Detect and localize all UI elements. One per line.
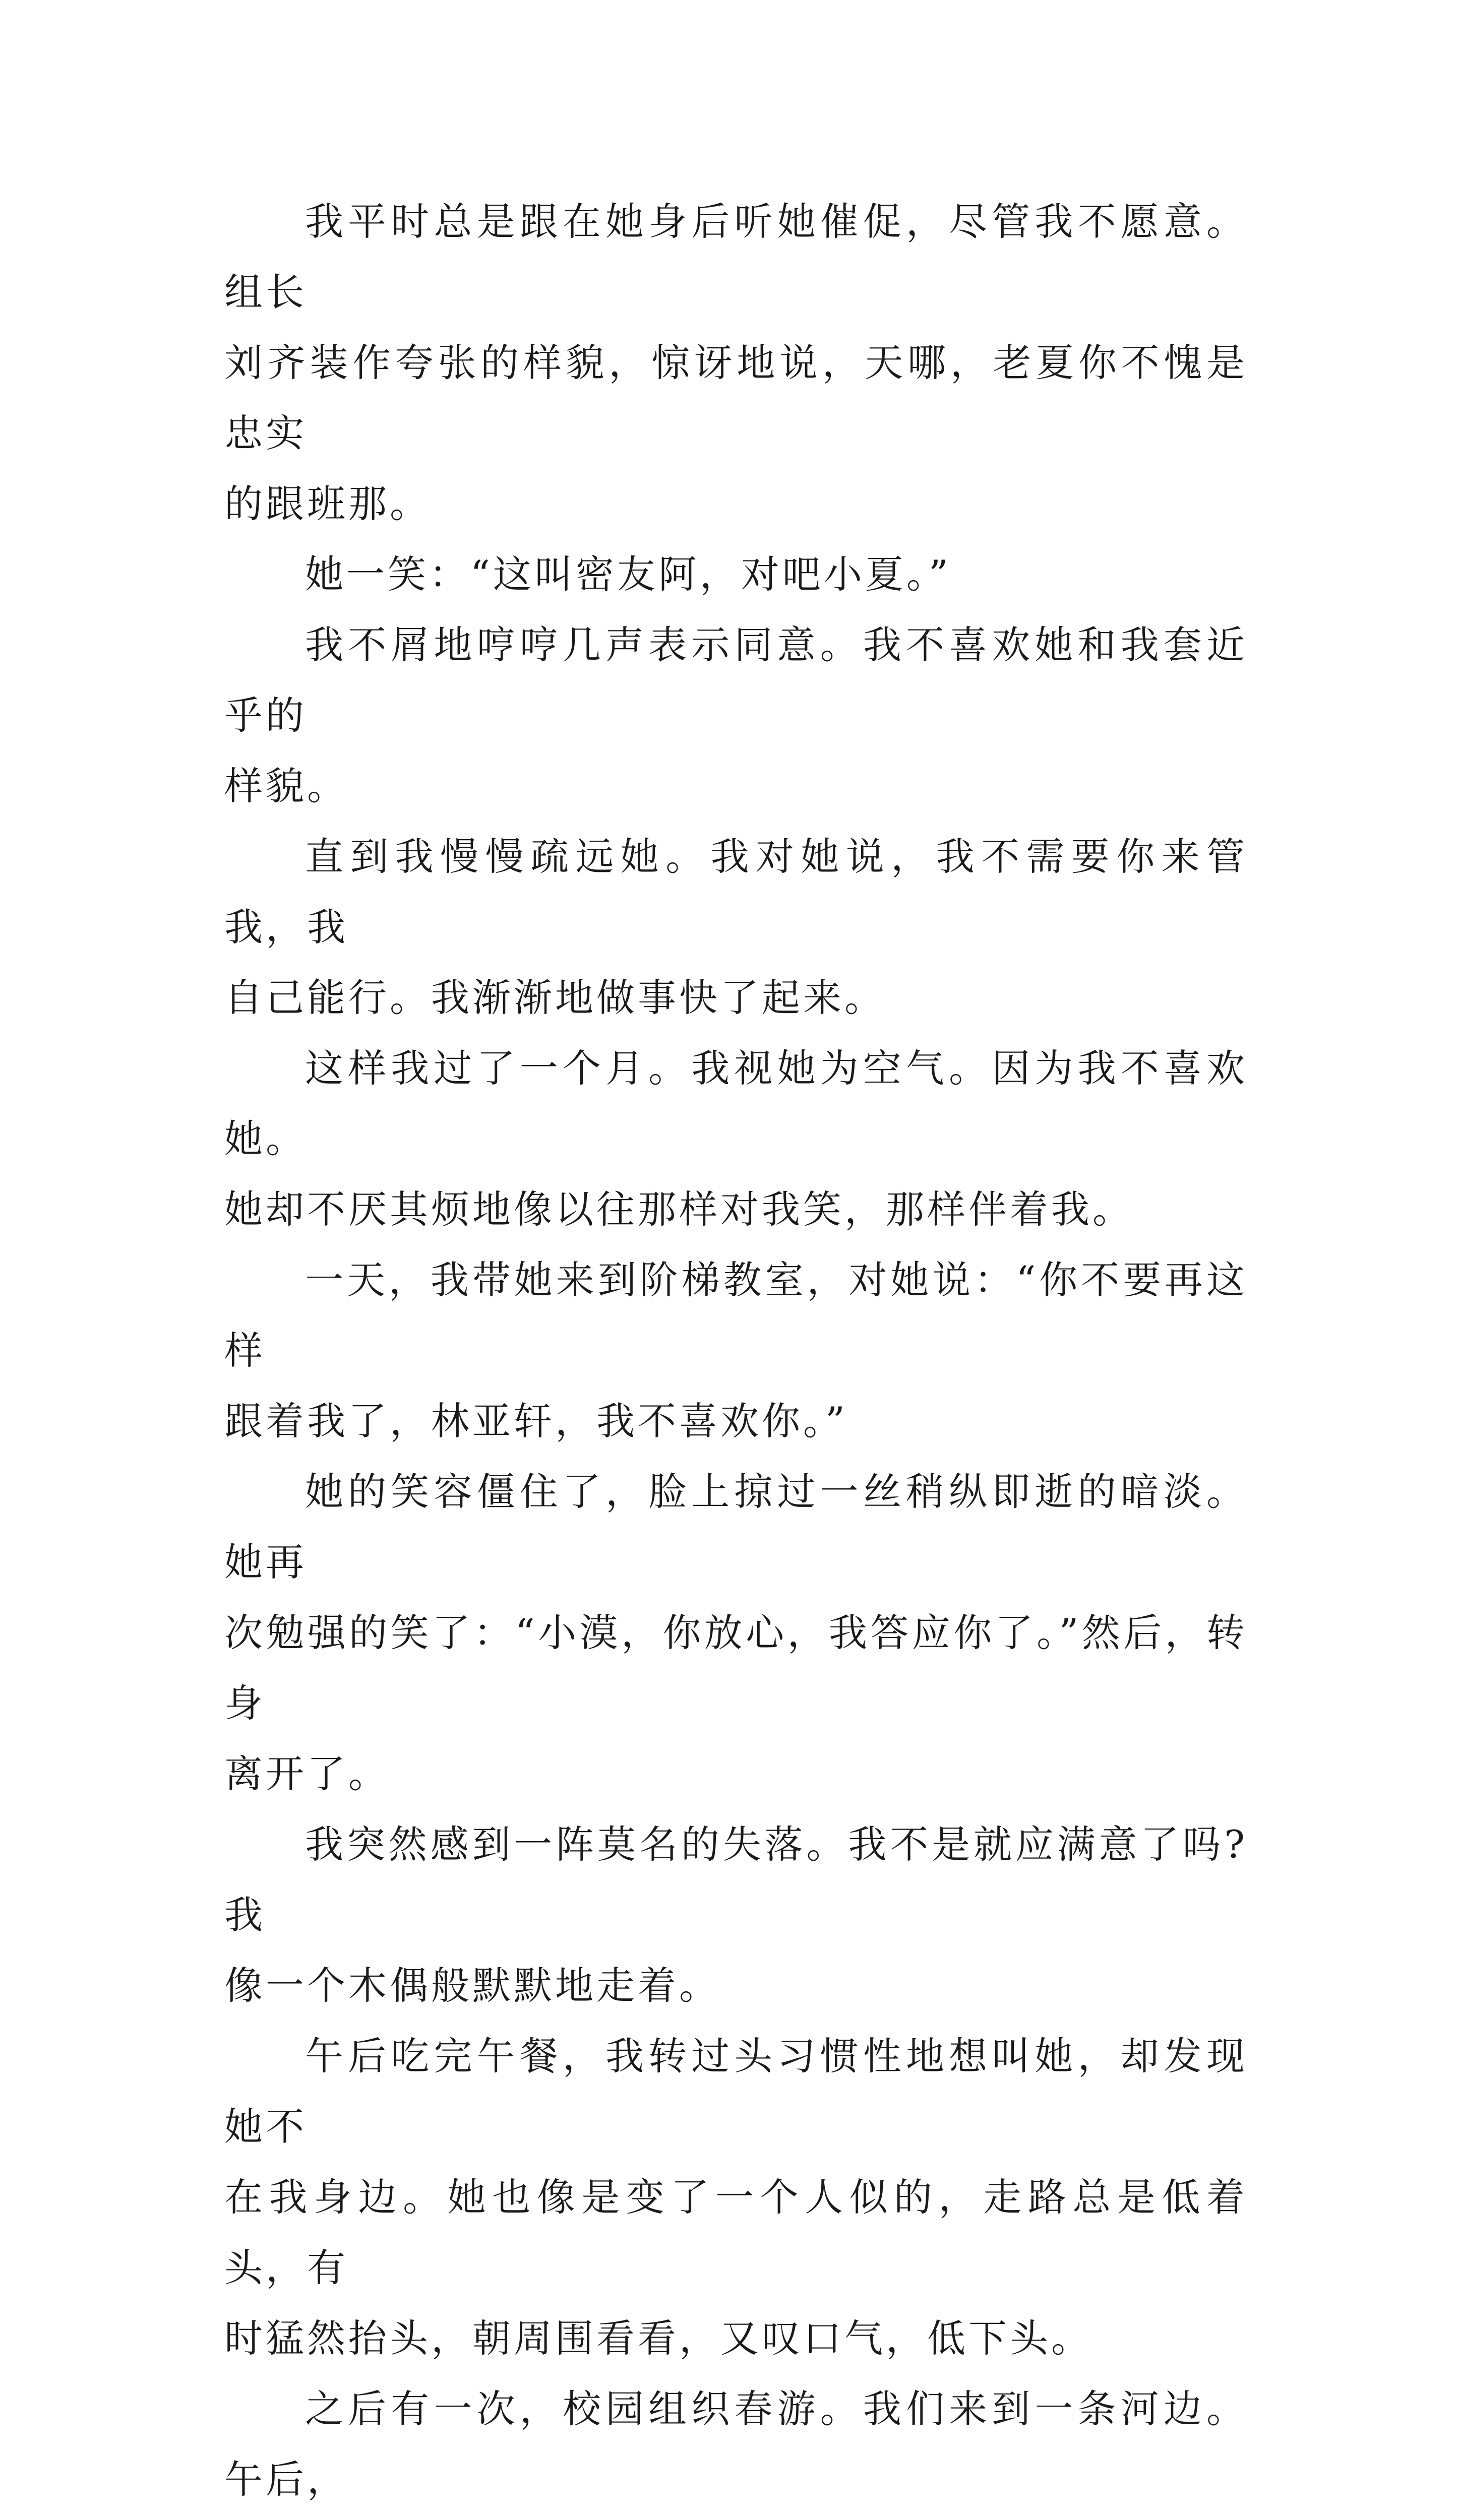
text-line: 像一个木偶般默默地走着。 — [224, 1963, 720, 2008]
text-line: 次勉强的笑了：“小漠，你放心，我答应你了。”然后，转身 — [224, 1610, 1248, 1726]
paragraph — [224, 822, 1248, 1033]
text-line — [224, 2515, 1248, 2520]
paragraph — [224, 1033, 1248, 1245]
paragraph — [224, 2021, 1248, 2374]
text-line: 一天，我带她来到阶梯教室，对她说：“你不要再这样 — [224, 1257, 1248, 1373]
text-line: 这样我过了一个月。我视她为空气。因为我不喜欢她。 — [224, 1046, 1248, 1161]
text-line: 直到我慢慢疏远她。我对她说，我不需要你来管我，我 — [224, 834, 1248, 950]
text-line: 之后有一次，校园组织春游。我们来到一条河边。午后， — [224, 2386, 1248, 2502]
text-line: 她却不厌其烦地像以往那样对我笑，那样伴着我。 — [224, 1187, 1134, 1232]
document-body — [224, 186, 1248, 2520]
text-line: 我突然感到一阵莫名的失落。我不是就应满意了吗?我 — [224, 1822, 1248, 1937]
text-line: 时猛然抬头，朝周围看看，又叹口气，低下头。 — [224, 2316, 1092, 2361]
text-line: 我不屑地哼哼几声表示同意。我不喜欢她和我套近乎的 — [224, 622, 1248, 738]
text-line: 我平时总是跟在她身后听她催促，尽管我不愿意。组长 — [224, 199, 1248, 314]
text-line: 样貌。 — [224, 764, 348, 808]
paragraph — [224, 2374, 1248, 2520]
paragraph — [224, 1457, 1248, 1809]
text-line: 跟着我了，林亚轩，我不喜欢你。” — [224, 1399, 848, 1443]
text-line: 在我身边。她也像是变了一个人似的，走路总是低着头，有 — [224, 2175, 1248, 2290]
paragraph — [224, 1245, 1248, 1457]
paragraph — [224, 186, 1248, 539]
paragraph — [224, 1809, 1248, 2021]
text-line: 自己能行。我渐渐地做事快了起来。 — [224, 975, 886, 1020]
text-line: 她一笑：“这叫密友阿，对吧小夏。” — [305, 552, 951, 597]
text-line: 离开了。 — [224, 1751, 390, 1796]
paragraph — [224, 610, 1248, 822]
text-line: 刘齐装作夸张的样貌，惊讶地说，天哪，老夏你不愧是忠实 — [224, 340, 1248, 456]
text-line: 午后吃完午餐，我转过头习惯性地想叫她，却发现她不 — [224, 2034, 1248, 2149]
text-line: 的跟班那。 — [224, 481, 431, 526]
text-line: 她的笑容僵住了，脸上掠过一丝稍纵即逝的暗淡。她再 — [224, 1469, 1248, 1585]
paragraph — [224, 539, 1248, 610]
